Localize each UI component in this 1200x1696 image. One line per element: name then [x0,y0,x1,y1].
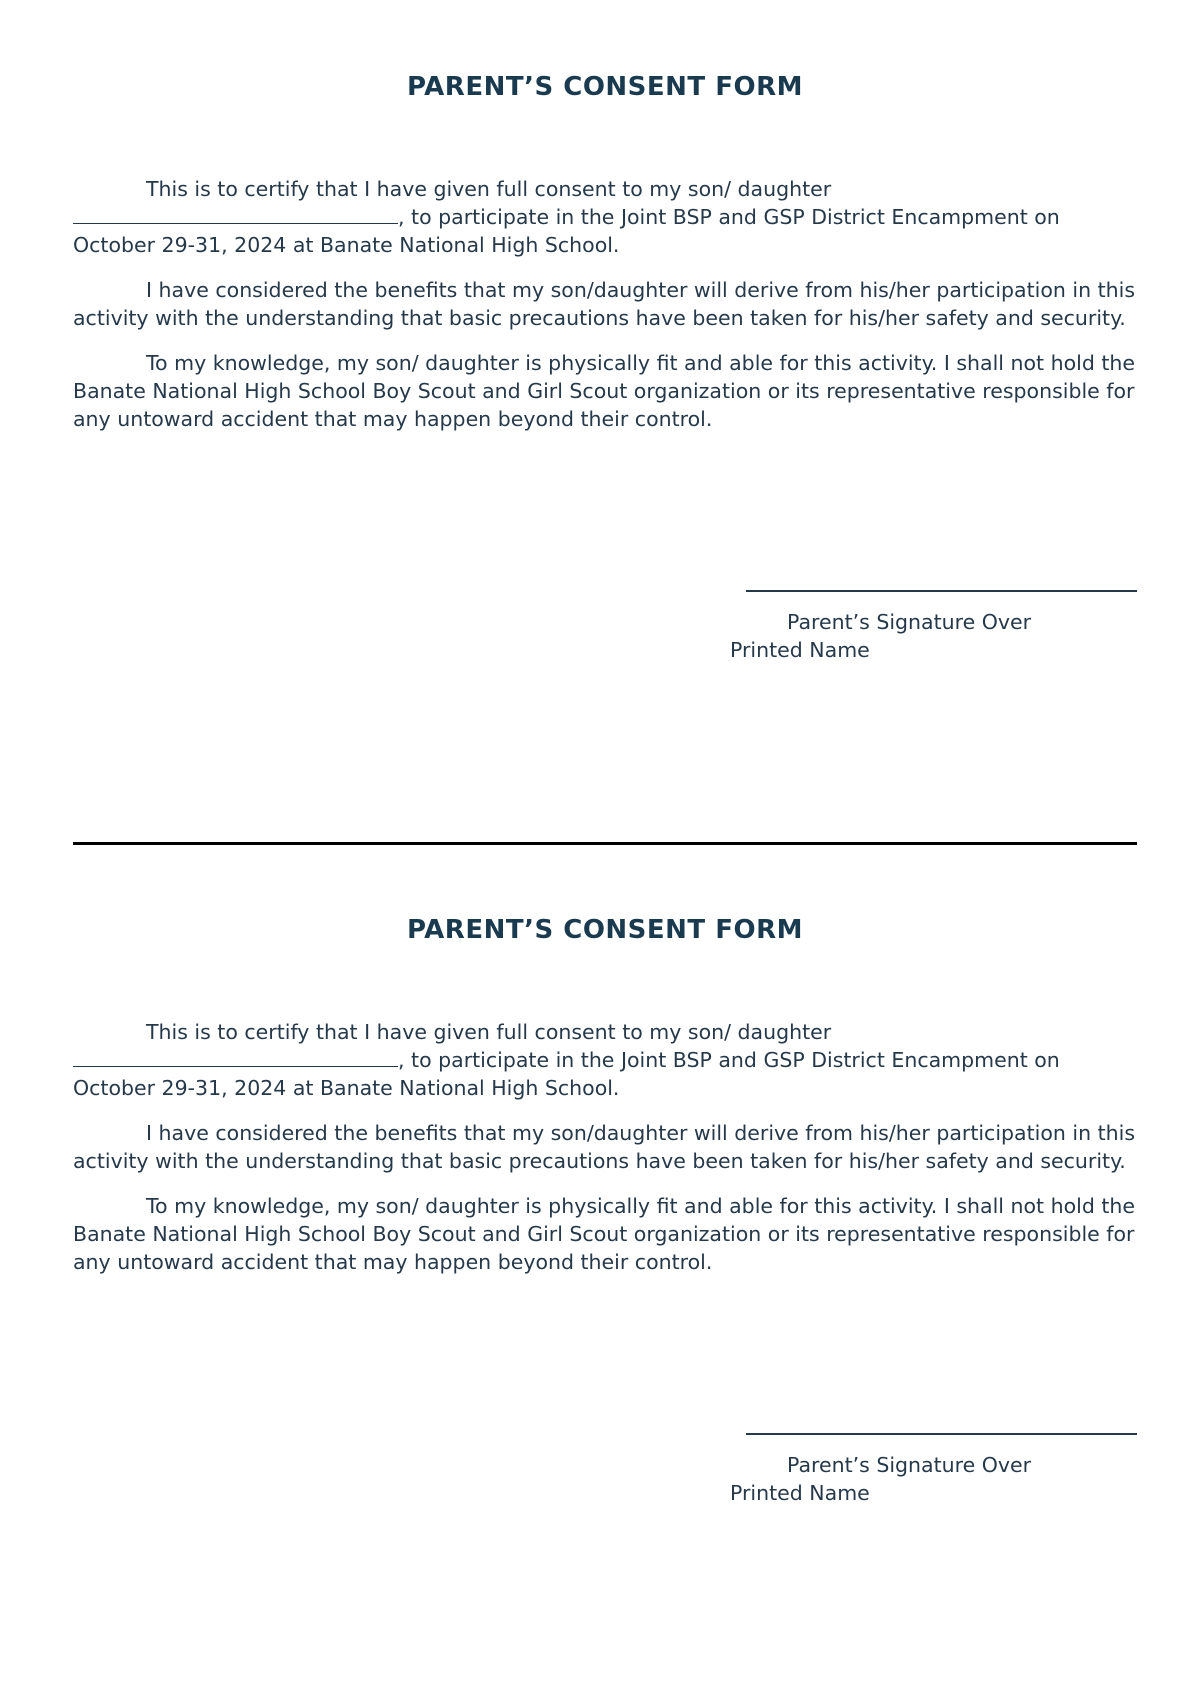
signature-label [730,608,1137,664]
consent-text-start: This is to certify that I have given full consent to my son/ daughter [146,1020,832,1044]
signature-line[interactable] [746,590,1137,592]
student-name-blank[interactable] [73,203,398,224]
benefits-paragraph: I have considered the benefits that my son/daughter will derive from his/her participation in this activity with the understanding that basic precautions have been taken for his/her safety and security. [73,1121,1135,1173]
consent-form-top [73,0,1137,700]
consent-text-start: This is to certify that I have given full consent to my son/ daughter [146,177,832,201]
signature-label-line1: Parent’s Signature Over [787,610,1032,634]
consent-paragraph [73,1018,1137,1102]
fitness-paragraph: To my knowledge, my son/ daughter is physically fit and able for this activity. I shall not hold the Banate National High School Boy Scout and Girl Scout organization or its representative responsible for any untoward accident that may happen beyond their control. [73,1194,1136,1274]
signature-label [730,1451,1137,1507]
form-title: PARENT’S CONSENT FORM [407,72,803,102]
form-title: PARENT’S CONSENT FORM [407,915,803,945]
form-body [73,1018,1137,1293]
consent-text-end: , to participate in the Joint BSP and GSP District Encampment on October 29-31, 2024 at Banate National High School. [73,1048,1060,1100]
fitness-paragraph: To my knowledge, my son/ daughter is physically fit and able for this activity. I shall not hold the Banate National High School Boy Scout and Girl Scout organization or its representative responsible for any untoward accident that may happen beyond their control. [73,351,1136,431]
signature-label-line2: Printed Name [730,638,870,662]
signature-line[interactable] [746,1433,1137,1435]
benefits-paragraph: I have considered the benefits that my son/daughter will derive from his/her participation in this activity with the understanding that basic precautions have been taken for his/her safety and security. [73,278,1135,330]
form-body [73,175,1137,450]
signature-label-line2: Printed Name [730,1481,870,1505]
signature-label-line1: Parent’s Signature Over [787,1453,1032,1477]
student-name-blank[interactable] [73,1046,398,1067]
consent-paragraph [73,175,1137,259]
consent-text-end: , to participate in the Joint BSP and GSP District Encampment on October 29-31, 2024 at Banate National High School. [73,205,1060,257]
consent-form-bottom [73,843,1137,1543]
